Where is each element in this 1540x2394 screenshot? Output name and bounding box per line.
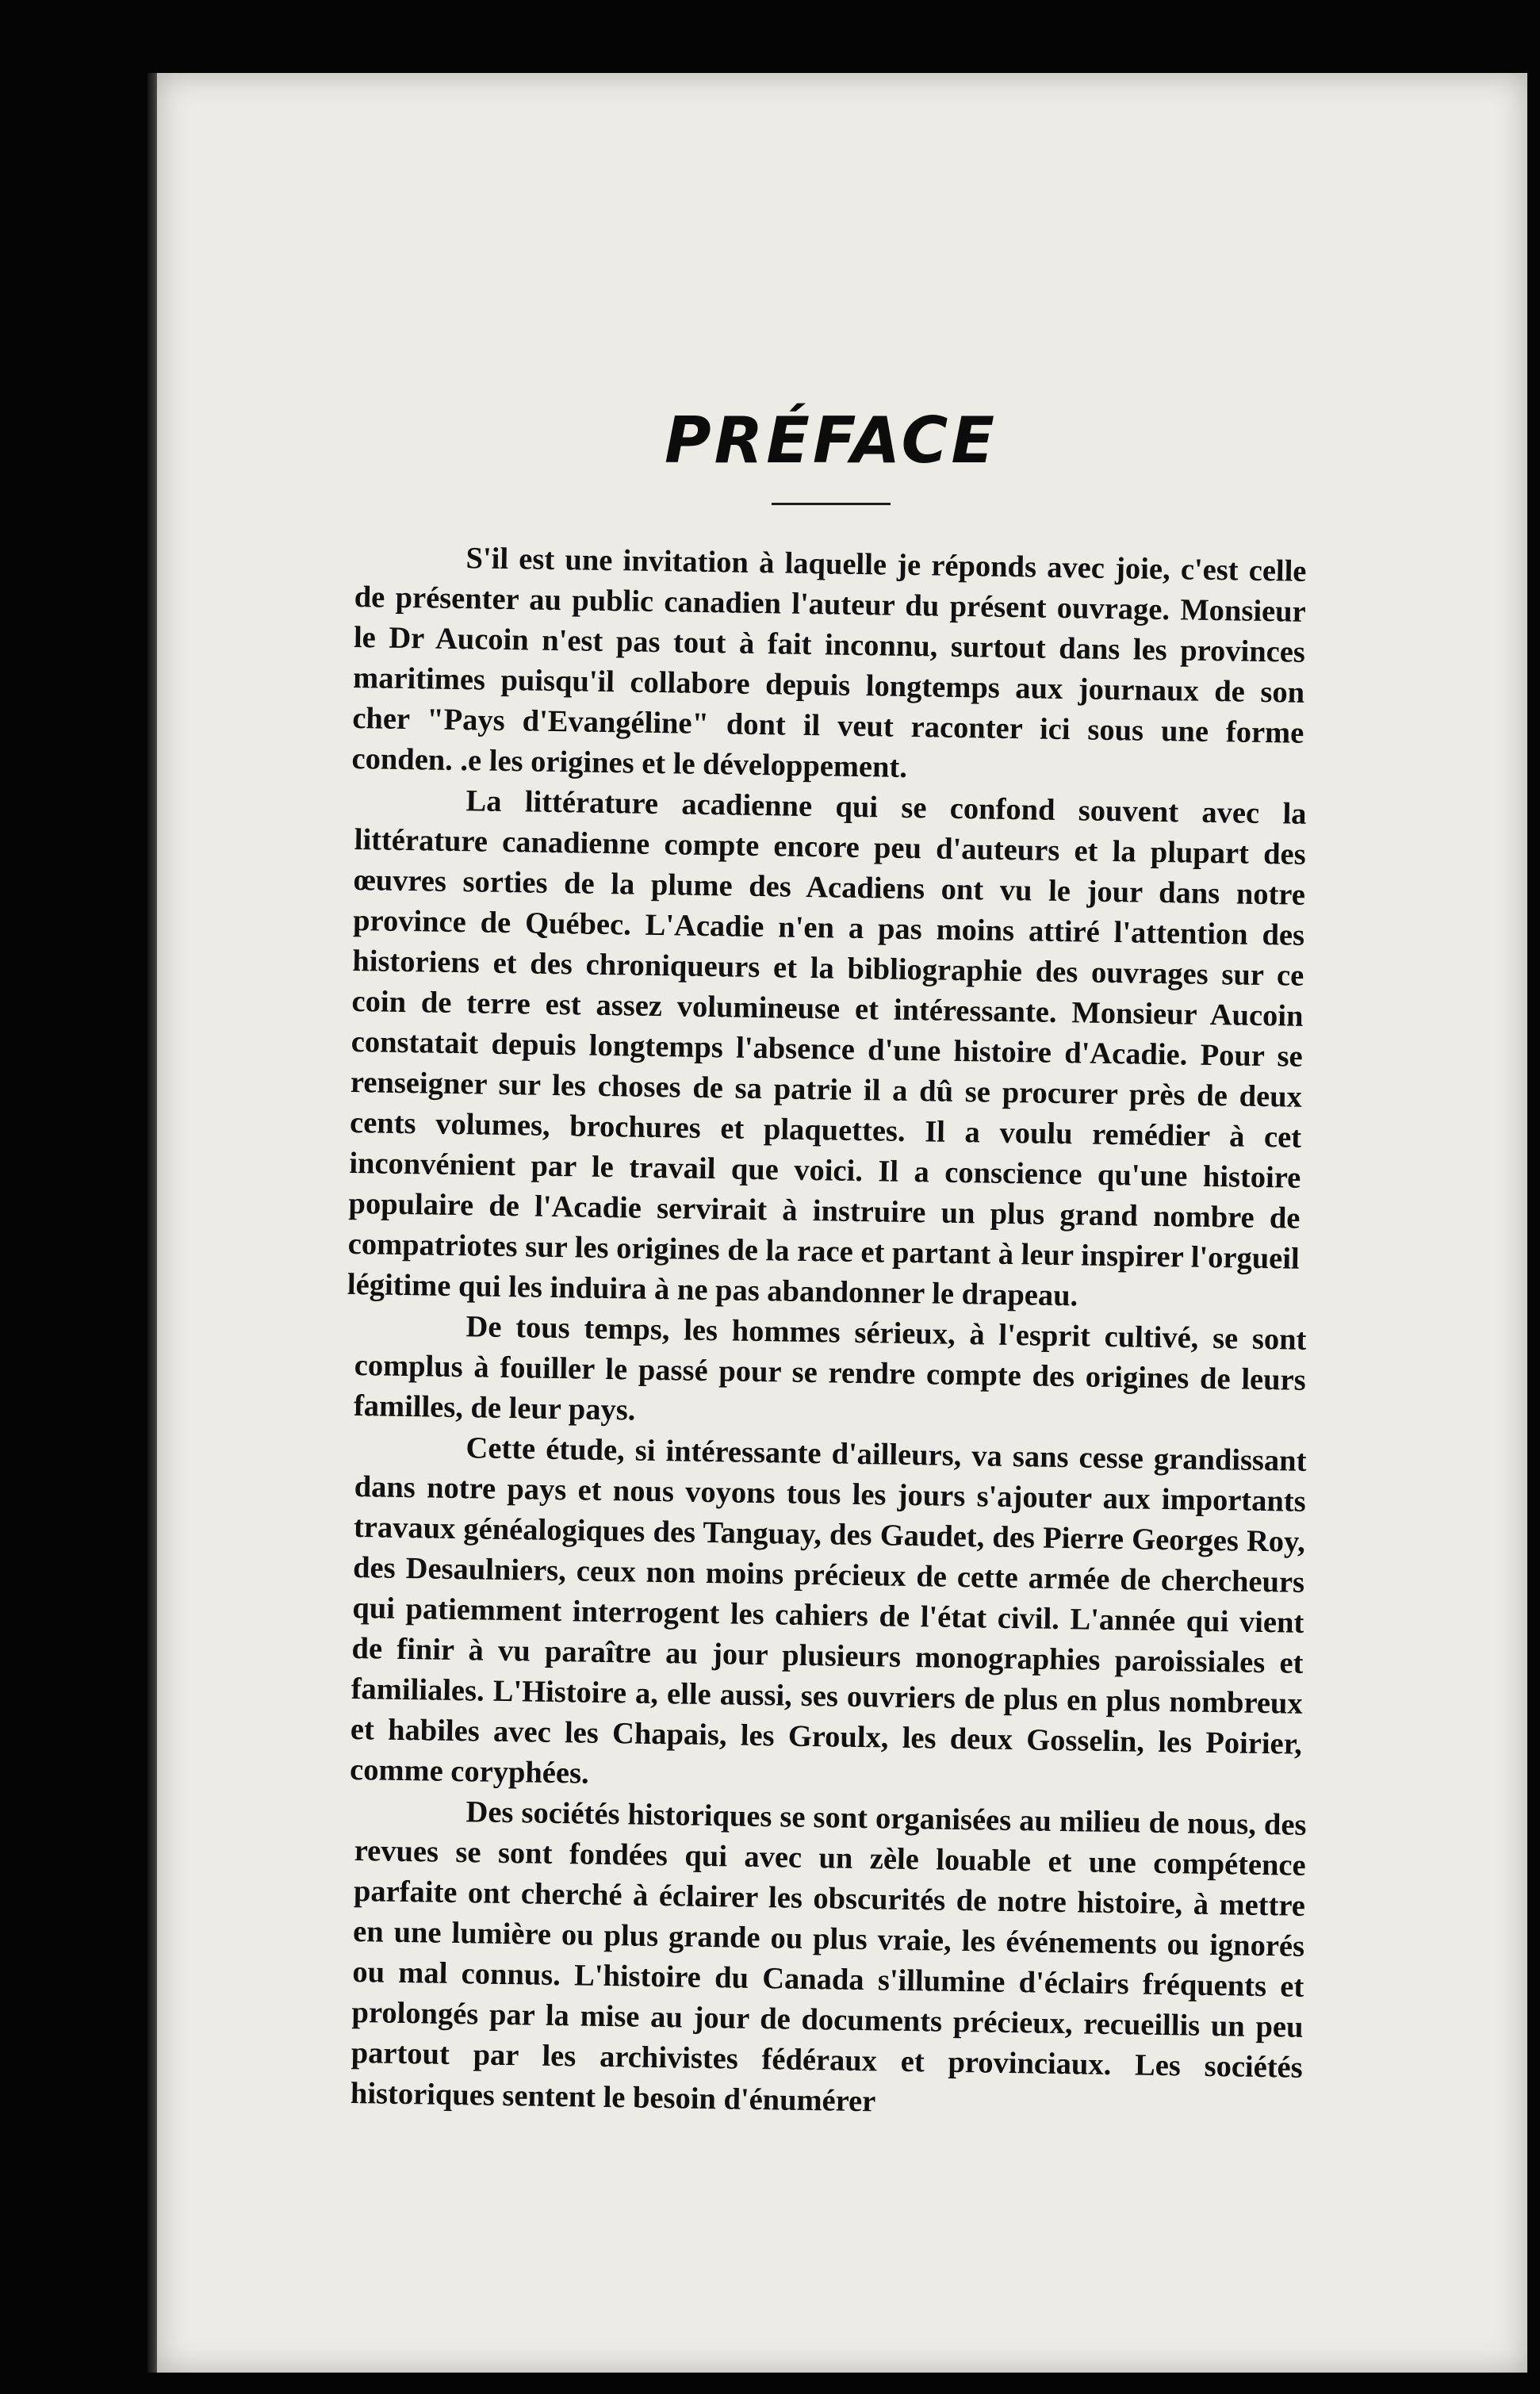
book-page	[157, 73, 1527, 2373]
page-content	[347, 404, 1307, 2119]
paragraph-4: Cette étude, si intéressante d'ailleurs, va sans cesse grandissant dans notre pays et nous voyons tous les jours s'ajouter aux importants travaux généalogiques des Tanguay, des Gaudet, des Pierre Georges Roy, des Desaulniers, ceux non moins précieux de cette armée de chercheurs qui patiemment interrogent les cahiers de l'état civil. L'année qui vient de finir à vu paraître au jour plusieurs monographies paroissiales et familiales. L'Histoire a, elle aussi, ses ouvriers de plus en plus nombreux et habiles avec les Chapais, les Groulx, les deux Gosselin, les Poirier, comme coryphées.	[349, 1431, 1307, 1791]
paragraph-2: La littérature acadienne qui se confond souvent avec la littérature canadienne compte encore peu d'auteurs et la plupart des œuvres sorties de la plume des Acadiens ont vu le jour dans notre province de Québec. L'Acadie n'en a pas moins attiré l'attention des historiens et des chroniqueurs et la bibliographie des ouvrages sur ce coin de terre est assez volumineuse et intéressante. Monsieur Aucoin constatait depuis longtemps l'absence d'une histoire d'Acadie. Pour se renseigner sur les choses de sa patrie il a dû se procurer près de deux cents volumes, brochures et plaquettes. Il a voulu remédier à cet inconvénient par le travail que voici. Il a conscience qu'une histoire populaire de l'Acadie servirait à instruire un plus grand nombre de compatriotes sur les origines de la race et partant à leur inspirer l'orgueil légitime qui les induira à ne pas abandonner le drapeau.	[347, 784, 1307, 1313]
paragraph-5: Des sociétés historiques se sont organisées au milieu de nous, des revues se sont fondées qui avec un zèle louable et une compétence parfaite ont cherché à éclairer les obscurités de notre histoire, à mettre en une lumière ou plus grande ou plus vraie, les événements ou ignorés ou mal connus. L'histoire du Canada s'illumine d'éclairs fréquents et prolongés par la mise au jour de documents précieux, recueillis un peu partout par les archivistes fédéraux et provinciaux. Les sociétés historiques sentent le besoin d'énumérer	[350, 1795, 1307, 2119]
paragraph-1: S'il est une invitation à laquelle je réponds avec joie, c'est celle de présenter au public canadien l'auteur du présent ouvrage. Monsieur le Dr Aucoin n'est pas tout à fait inconnu, surtout dans les provinces maritimes puisqu'il collabore depuis longtemps aux journaux de son cher "Pays d'Evangéline" dont il veut raconter ici sous une forme conden. .e les origines et le développement.	[351, 542, 1307, 784]
title-rule	[772, 503, 891, 505]
page-title: PRÉFACE	[664, 404, 998, 477]
paragraph-3: De tous temps, les hommes sérieux, à l'esprit cultivé, se sont complus à fouiller le passé pour se rendre compte des origines de leurs familles, de leur pays.	[353, 1310, 1307, 1427]
